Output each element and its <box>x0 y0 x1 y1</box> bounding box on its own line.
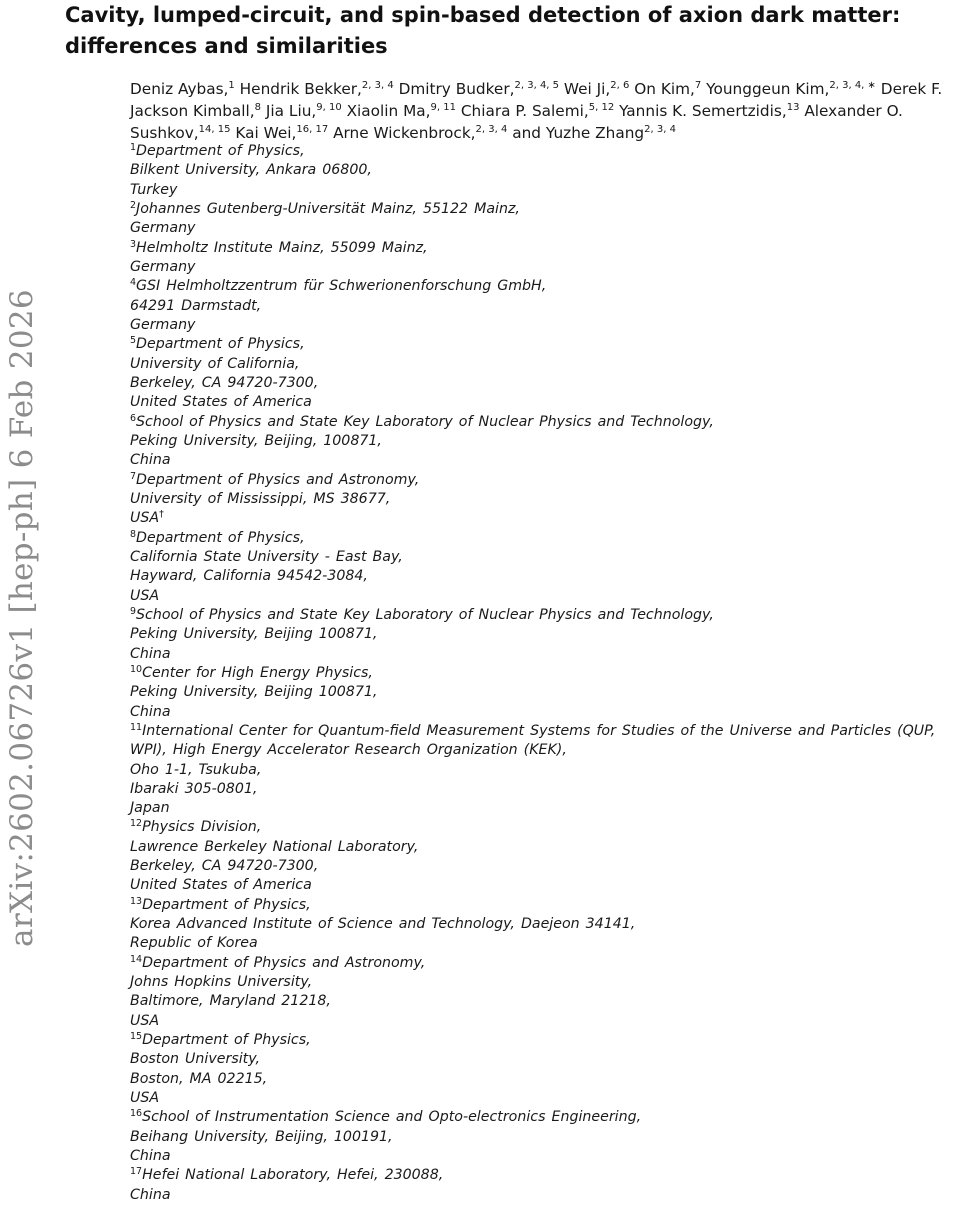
affiliation-line <box>130 838 950 857</box>
author-name: Kai Wei, <box>235 124 297 142</box>
affiliation-text: Department of Physics, <box>136 143 305 159</box>
affiliation-text: USA <box>130 510 160 527</box>
affiliation-line <box>130 934 950 953</box>
affiliation-line <box>130 992 950 1011</box>
affiliation-line <box>130 741 950 760</box>
affiliation-line <box>130 567 950 586</box>
affiliation-text: University of California, <box>130 355 300 372</box>
affiliation-text: Germany <box>130 220 196 237</box>
affiliation-line <box>130 1108 950 1127</box>
author-name: Yannis K. Semertzidis, <box>619 102 787 120</box>
affiliation-text: Department of Physics, <box>136 529 305 546</box>
affiliation-line <box>130 587 950 606</box>
author-entry <box>634 80 701 98</box>
affiliation-text: Peking University, Beijing 100871, <box>130 684 378 701</box>
affiliation-number: 9 <box>130 605 137 617</box>
affiliation-text: Japan <box>130 800 170 817</box>
author-entry <box>235 124 328 142</box>
affiliation-text: Department of Physics, <box>136 336 305 353</box>
author-affiliation-marker: 2, 3, 4 <box>644 124 676 135</box>
affiliation-line <box>130 1166 950 1185</box>
affiliation-text: Johannes Gutenberg-Universität Mainz, 55122 Mainz, <box>136 200 520 217</box>
author-name: Chiara P. Salemi, <box>460 102 589 120</box>
author-name: Deniz Aybas, <box>130 80 229 98</box>
author-affiliation-marker: 9, 10 <box>316 102 342 113</box>
affiliation-line <box>130 1031 950 1050</box>
affiliation-text: Department of Physics, <box>142 1032 311 1049</box>
affiliation-text: Department of Physics, <box>142 896 311 913</box>
affiliation-text: School of Physics and State Key Laboratory of Nuclear Physics and Technology, <box>136 606 714 623</box>
affiliation-line <box>130 799 950 818</box>
affiliation-text: Ibaraki 305-0801, <box>130 780 258 797</box>
affiliation-list <box>130 142 950 1205</box>
affiliation-text: Department of Physics and Astronomy, <box>136 471 420 488</box>
author-entry <box>706 80 876 98</box>
affiliation-text: Helmholtz Institute Mainz, 55099 Mainz, <box>136 239 428 256</box>
author-list <box>130 78 960 144</box>
affiliation-text: USA <box>130 587 160 604</box>
affiliation-line <box>130 606 950 625</box>
affiliation-number: 13 <box>130 895 143 907</box>
affiliation-text: School of Physics and State Key Laboratory of Nuclear Physics and Technology, <box>136 413 714 430</box>
affiliation-line <box>130 1012 950 1031</box>
arxiv-identifier-text: arXiv:2602.06726v1 [hep-ph] 6 Feb 2026 <box>4 289 40 947</box>
affiliation-number: 8 <box>130 528 137 540</box>
author-affiliation-marker: 2, 6 <box>610 80 630 91</box>
affiliation-text: Hayward, California 94542-3084, <box>130 568 368 585</box>
author-entry <box>461 102 614 120</box>
author-entry <box>347 102 456 120</box>
affiliation-line <box>130 490 950 509</box>
affiliation-line <box>130 664 950 683</box>
affiliation-text: Korea Advanced Institute of Science and Technology, Daejeon 34141, <box>130 916 636 933</box>
affiliation-number: 5 <box>130 335 137 347</box>
affiliation-line <box>130 876 950 895</box>
arxiv-identifier-stamp <box>2 289 42 947</box>
author-entry <box>333 124 507 142</box>
affiliation-line <box>130 1128 950 1147</box>
affiliation-line <box>130 258 950 277</box>
affiliation-line <box>130 219 950 238</box>
affiliation-number: 12 <box>130 818 143 830</box>
affiliation-text: Peking University, Beijing, 100871, <box>130 432 382 449</box>
author-name: Dmitry Budker, <box>398 80 515 98</box>
affiliation-line <box>130 393 950 412</box>
affiliation-line <box>130 413 950 432</box>
author-name: Jia Liu, <box>265 102 317 120</box>
affiliation-text: Hefei National Laboratory, Hefei, 230088, <box>142 1167 444 1184</box>
author-affiliation-marker: 13 <box>786 102 800 113</box>
affiliation-text: Peking University, Beijing 100871, <box>130 626 378 643</box>
affiliation-text: Center for High Energy Physics, <box>142 664 373 681</box>
author-affiliation-marker: 1 <box>228 80 235 91</box>
affiliation-number: 4 <box>130 277 137 289</box>
affiliation-number: 14 <box>130 953 143 965</box>
footnote-marker: † <box>159 509 164 521</box>
affiliation-text: China <box>130 703 171 720</box>
affiliation-line <box>130 529 950 548</box>
author-affiliation-marker: 2, 3, 4, ∗ <box>829 80 876 91</box>
affiliation-text: Germany <box>130 258 196 275</box>
affiliation-line <box>130 780 950 799</box>
affiliation-text: Physics Division, <box>142 819 262 836</box>
author-name: Hendrik Bekker, <box>239 80 362 98</box>
author-affiliation-marker: 16, 17 <box>296 124 329 135</box>
affiliation-text: Berkeley, CA 94720-7300, <box>130 374 319 391</box>
affiliation-line <box>130 239 950 258</box>
author-name: Younggeun Kim, <box>706 80 830 98</box>
author-name: On Kim, <box>634 80 695 98</box>
author-name: Derek F. Jackson Kimball, <box>130 80 943 120</box>
affiliation-text: Boston, MA 02215, <box>130 1070 268 1087</box>
affiliation-line <box>130 973 950 992</box>
author-entry <box>399 80 559 98</box>
affiliation-text: United States of America <box>130 877 312 894</box>
affiliation-line <box>130 857 950 876</box>
affiliation-line <box>130 896 950 915</box>
affiliation-text: Republic of Korea <box>130 935 258 952</box>
affiliation-line <box>130 355 950 374</box>
affiliation-text: University of Mississippi, MS 38677, <box>130 490 391 507</box>
author-affiliation-marker: 2, 3, 4, 5 <box>514 80 560 91</box>
affiliation-line <box>130 451 950 470</box>
affiliation-text: International Center for Quantum-field Measurement Systems for Studies of the Universe and Particles (QUP, <box>142 722 936 739</box>
affiliation-text: Johns Hopkins University, <box>130 974 313 991</box>
affiliation-line <box>130 161 950 180</box>
affiliation-line <box>130 297 950 316</box>
affiliation-text: China <box>130 1148 171 1165</box>
affiliation-line <box>130 1186 950 1205</box>
author-entry <box>130 80 235 98</box>
author-affiliation-marker: 5, 12 <box>588 102 615 113</box>
affiliation-text: GSI Helmholtzzentrum für Schwerionenforschung GmbH, <box>136 278 547 295</box>
affiliation-line <box>130 1050 950 1069</box>
author-name: and Yuzhe Zhang <box>512 124 645 142</box>
affiliation-text: Baltimore, Maryland 21218, <box>130 993 331 1010</box>
author-name: Xiaolin Ma, <box>346 102 431 120</box>
affiliation-line <box>130 703 950 722</box>
affiliation-line <box>130 1147 950 1166</box>
affiliation-line <box>130 200 950 219</box>
affiliation-text: Berkeley, CA 94720-7300, <box>130 858 319 875</box>
author-entry <box>266 102 342 120</box>
author-affiliation-marker: 2, 3, 4 <box>361 80 394 91</box>
author-affiliation-marker: 2, 3, 4 <box>475 124 508 135</box>
affiliation-line <box>130 1089 950 1108</box>
affiliation-number: 2 <box>130 199 137 211</box>
affiliation-number: 17 <box>130 1166 143 1178</box>
affiliation-line <box>130 374 950 393</box>
author-entry <box>240 80 394 98</box>
author-affiliation-marker: 7 <box>694 80 702 91</box>
affiliation-text: WPI), High Energy Accelerator Research Organization (KEK), <box>130 742 567 759</box>
affiliation-text: 64291 Darmstadt, <box>130 297 262 314</box>
affiliation-text: Oho 1-1, Tsukuba, <box>130 761 262 778</box>
affiliation-line <box>130 316 950 335</box>
author-name: Wei Ji, <box>563 80 611 98</box>
affiliation-text: Beihang University, Beijing, 100191, <box>130 1128 393 1145</box>
affiliation-line <box>130 645 950 664</box>
author-entry <box>512 124 676 142</box>
affiliation-text: China <box>130 1186 171 1203</box>
author-affiliation-marker: 8 <box>254 102 262 113</box>
affiliation-text: Lawrence Berkeley National Laboratory, <box>130 838 419 855</box>
affiliation-text: Bilkent University, Ankara 06800, <box>130 162 372 179</box>
affiliation-line <box>130 181 950 200</box>
affiliation-text: China <box>130 452 171 469</box>
affiliation-line <box>130 548 950 567</box>
affiliation-line <box>130 277 950 296</box>
affiliation-line <box>130 954 950 973</box>
author-name: Alexander O. Sushkov, <box>130 102 903 142</box>
affiliation-line <box>130 142 950 161</box>
author-name: Arne Wickenbrock, <box>333 124 476 142</box>
affiliation-line <box>130 761 950 780</box>
affiliation-line <box>130 683 950 702</box>
affiliation-text: Turkey <box>130 181 178 198</box>
affiliation-line <box>130 818 950 837</box>
affiliation-text: USA <box>130 1012 160 1029</box>
affiliation-number: 3 <box>130 238 137 250</box>
affiliation-number: 16 <box>130 1108 143 1120</box>
affiliation-number: 11 <box>130 721 143 733</box>
author-entry <box>619 102 799 120</box>
affiliation-line <box>130 335 950 354</box>
author-affiliation-marker: 9, 11 <box>430 102 456 113</box>
affiliation-text: USA <box>130 1090 160 1107</box>
affiliation-line <box>130 509 950 528</box>
author-affiliation-marker: 14, 15 <box>198 124 231 135</box>
affiliation-number: 15 <box>130 1031 143 1043</box>
affiliation-text: China <box>130 645 171 662</box>
paper-title: Cavity, lumped-circuit, and spin-based detection of axion dark matter: differences and similarities <box>65 3 901 58</box>
affiliation-text: Germany <box>130 316 196 333</box>
author-entry <box>564 80 629 98</box>
affiliation-number: 1 <box>130 142 137 153</box>
affiliation-text: School of Instrumentation Science and Opto-electronics Engineering, <box>142 1109 642 1126</box>
affiliation-text: Department of Physics and Astronomy, <box>142 954 426 971</box>
affiliation-number: 7 <box>130 470 137 482</box>
affiliation-line <box>130 471 950 490</box>
affiliation-number: 6 <box>130 412 137 424</box>
affiliation-line <box>130 1070 950 1089</box>
affiliation-line <box>130 722 950 741</box>
affiliation-text: California State University - East Bay, <box>130 548 403 565</box>
affiliation-line <box>130 432 950 451</box>
affiliation-text: Boston University, <box>130 1051 261 1068</box>
affiliation-line <box>130 625 950 644</box>
affiliation-text: United States of America <box>130 394 312 411</box>
affiliation-line <box>130 915 950 934</box>
affiliation-number: 10 <box>130 663 143 675</box>
